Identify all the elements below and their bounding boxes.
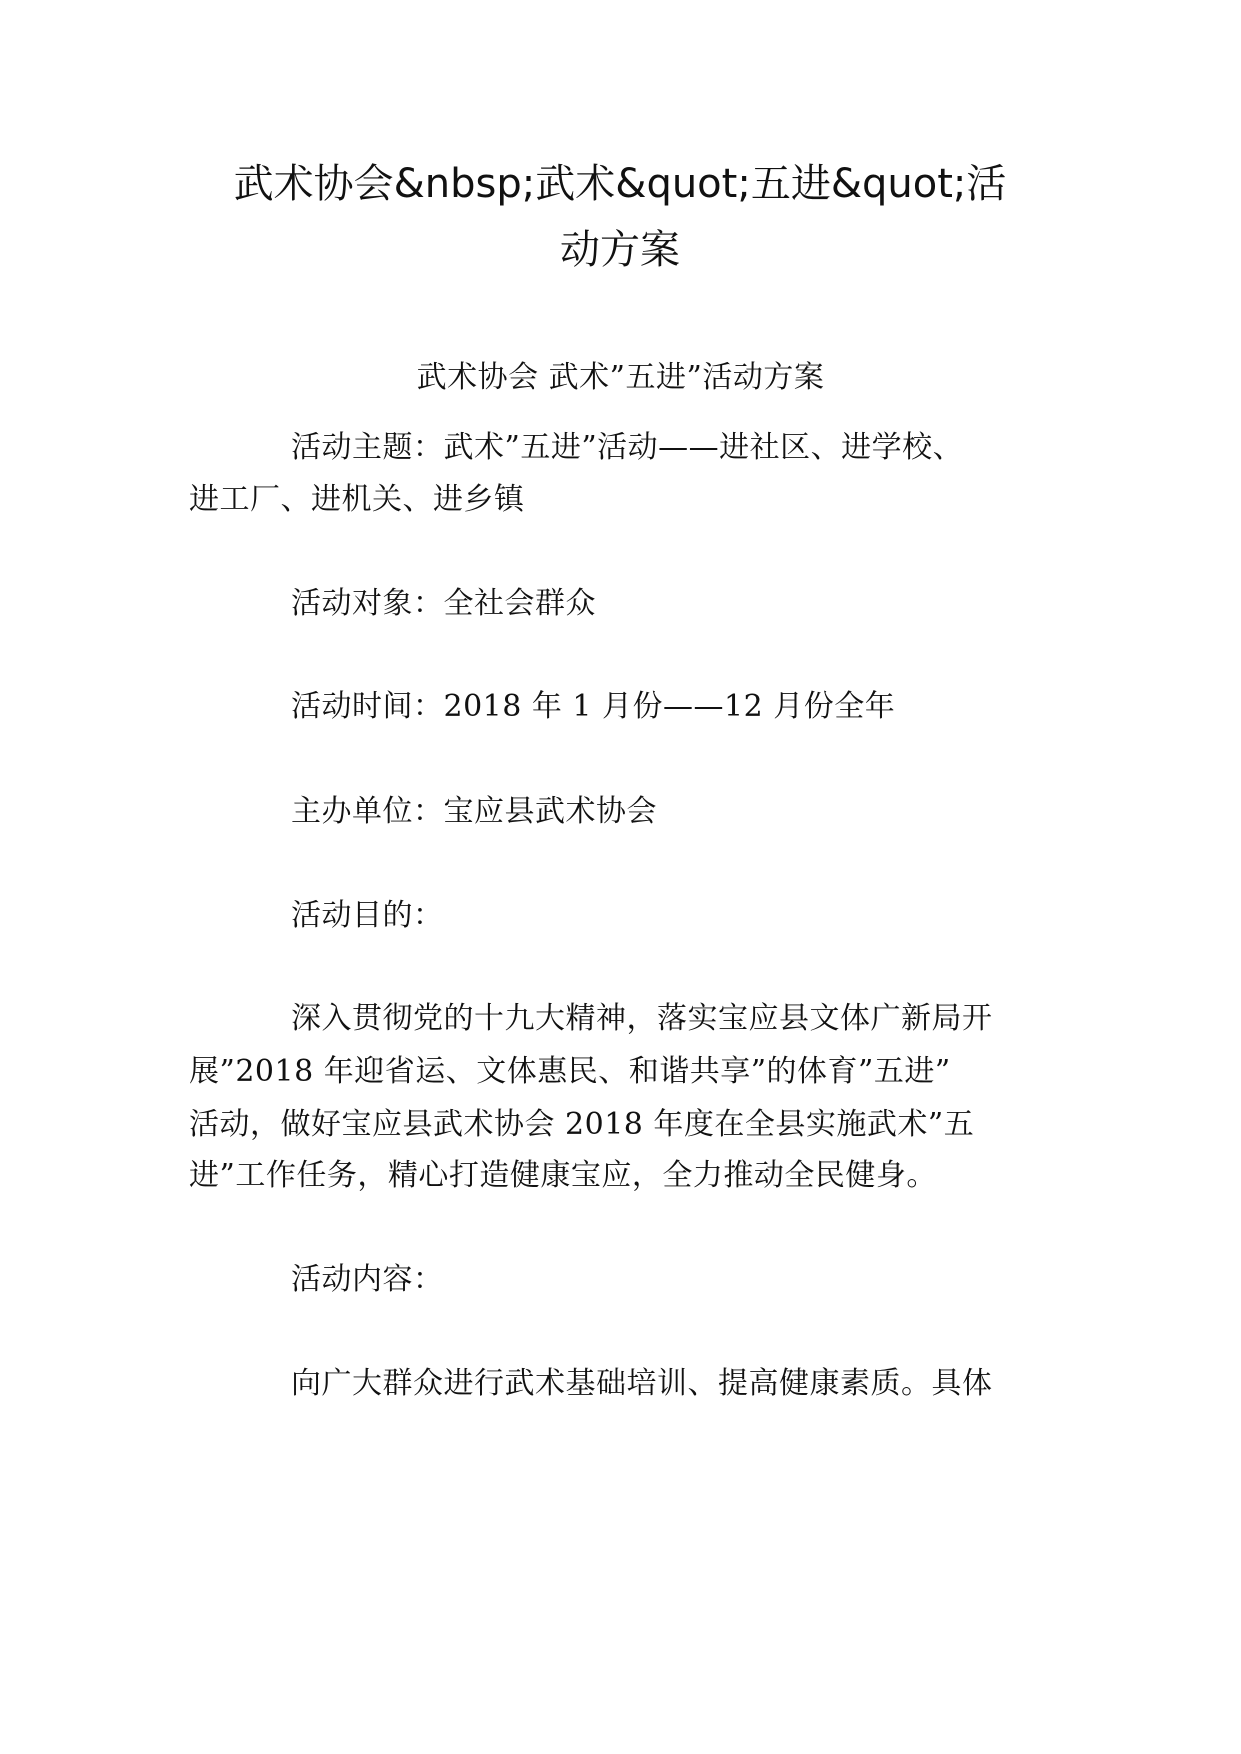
organizer-paragraph: 主办单位：宝应县武术协会 — [291, 794, 657, 829]
purpose-line-3: 活动，做好宝应县武术协会 2018 年度在全县实施武术”五 — [189, 1107, 975, 1142]
document-title — [190, 151, 1050, 283]
purpose-line-1: 深入贯彻党的十九大精神，落实宝应县文体广新局开 — [291, 1001, 993, 1036]
content-heading: 活动内容： — [291, 1262, 444, 1297]
theme-line-1: 活动主题：武术”五进”活动——进社区、进学校、 — [291, 430, 964, 465]
purpose-heading: 活动目的： — [291, 898, 444, 933]
time-paragraph: 活动时间：2018 年 1 月份——12 月份全年 — [291, 689, 896, 724]
purpose-line-4: 进”工作任务，精心打造健康宝应，全力推动全民健身。 — [189, 1158, 937, 1193]
document-subtitle: 武术协会 武术”五进”活动方案 — [416, 360, 825, 395]
target-paragraph: 活动对象：全社会群众 — [291, 586, 596, 621]
theme-line-2: 进工厂、进机关、进乡镇 — [189, 482, 525, 517]
title-line-2: 动方案 — [560, 227, 680, 273]
purpose-line-2: 展”2018 年迎省运、文体惠民、和谐共享”的体育”五进” — [189, 1054, 951, 1089]
title-line-1: 武术协会&nbsp;武术&quot;五进&quot;活 — [233, 161, 1007, 207]
content-line-1: 向广大群众进行武术基础培训、提高健康素质。具体 — [291, 1366, 993, 1401]
